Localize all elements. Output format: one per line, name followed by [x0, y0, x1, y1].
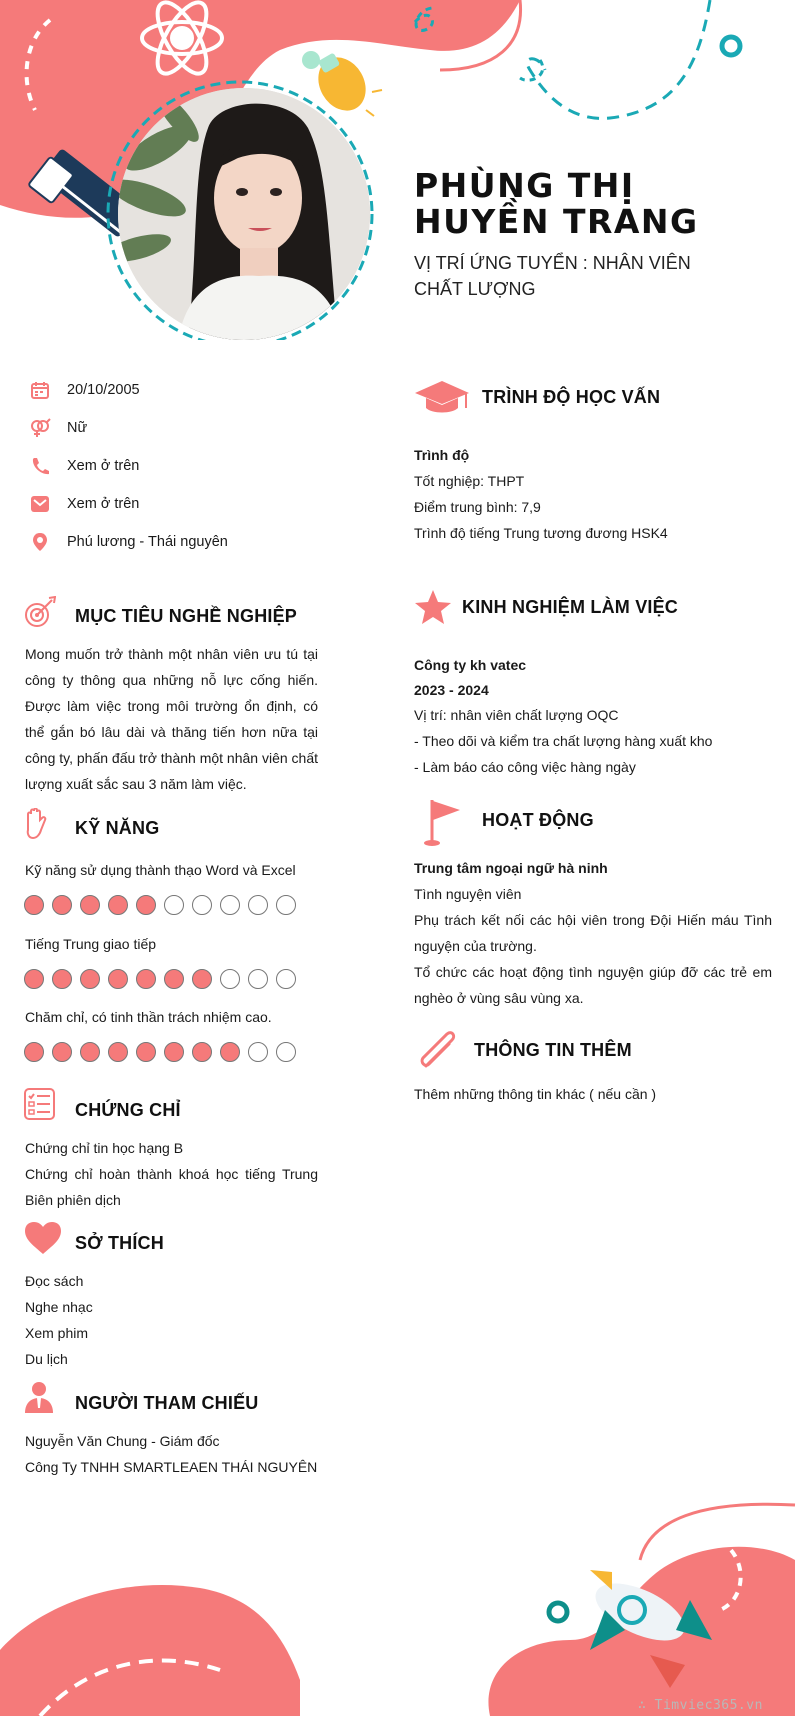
rating-dot-empty — [192, 895, 212, 915]
skill-label: Tiếng Trung giao tiếp — [25, 936, 157, 952]
gender-text: Nữ — [67, 420, 88, 436]
checklist-icon — [24, 1088, 56, 1125]
certificates-title: CHỨNG CHỈ — [75, 1100, 181, 1120]
skill-rating — [24, 895, 296, 915]
experience-title: KINH NGHIỆM LÀM VIỆC — [462, 597, 679, 617]
profile-photo — [118, 88, 370, 340]
rating-dot-empty — [248, 969, 268, 989]
contact-row-gender — [28, 416, 87, 440]
phone-icon — [28, 454, 52, 478]
contact-row-email — [28, 492, 139, 516]
candidate-name: PHÙNG THỊ HUYỀN TRANG — [414, 166, 699, 241]
rating-dot-empty — [276, 969, 296, 989]
education-line: Điểm trung bình: 7,9 — [414, 499, 541, 515]
rating-dot-empty — [164, 895, 184, 915]
company-name: Công ty kh vatec — [414, 657, 527, 673]
objective-title: MỤC TIÊU NGHỀ NGHIỆP — [75, 606, 298, 626]
rating-dot-empty — [276, 1042, 296, 1062]
contact-row-phone — [28, 454, 139, 478]
activity-description: Tổ chức các hoạt động tình nguyện giúp đỡ các trẻ em nghèo ở vùng sâu vùng xa. — [414, 964, 772, 1006]
skill-label: Chăm chỉ, có tinh thần trách nhiệm cao. — [25, 1009, 272, 1025]
target-icon — [24, 596, 56, 633]
skills-title: KỸ NĂNG — [75, 818, 160, 838]
site-watermark: ∴ Timviec365.vn — [638, 1698, 763, 1713]
rating-dot-filled — [24, 895, 44, 915]
hobby-item: Xem phim — [25, 1325, 89, 1341]
work-period: 2023 - 2024 — [414, 682, 489, 698]
rating-dot-filled — [192, 969, 212, 989]
email-text: Xem ở trên — [67, 496, 140, 512]
rating-dot-filled — [136, 969, 156, 989]
objective-text: Mong muốn trở thành một nhân viên ưu tú tại công ty thông qua những nỗ lực cống hiến. Được làm việc trong môi trường ổn định, có thể gắn bó lâu dài và thăng tiến hơn nữa tại công ty, phấn đấu trở thành một nhân viên chất lượng xuất sắc sau 3 năm làm việc. — [25, 646, 319, 792]
reference-line: Nguyễn Văn Chung - Giám đốc — [25, 1433, 220, 1449]
rating-dot-filled — [52, 895, 72, 915]
rating-dot-filled — [80, 895, 100, 915]
gender-icon — [28, 416, 52, 440]
rating-dot-filled — [80, 1042, 100, 1062]
rating-dot-empty — [276, 895, 296, 915]
activities-title: HOẠT ĐỘNG — [482, 810, 594, 830]
email-icon — [28, 492, 52, 516]
contact-row-birthdate — [28, 378, 140, 402]
experience-line: Vị trí: nhân viên chất lượng OQC — [414, 707, 619, 723]
hobbies-title: SỞ THÍCH — [75, 1233, 164, 1253]
rating-dot-empty — [220, 895, 240, 915]
hobby-item: Đọc sách — [25, 1273, 84, 1289]
education-line: Trình độ tiếng Trung tương đương HSK4 — [414, 525, 668, 541]
skill-rating — [24, 1042, 296, 1062]
paperclip-icon — [416, 1028, 460, 1077]
references-title: NGƯỜI THAM CHIẾU — [75, 1393, 259, 1413]
rating-dot-filled — [80, 969, 100, 989]
rating-dot-filled — [24, 969, 44, 989]
footer-decoration — [0, 1460, 800, 1716]
reference-line: Công Ty TNHH SMARTLEAEN THÁI NGUYÊN — [25, 1459, 318, 1475]
heart-icon — [24, 1222, 62, 1259]
certificate-item: Chứng chỉ tin học hạng B — [25, 1140, 184, 1156]
rating-dot-filled — [164, 969, 184, 989]
experience-line: - Theo dõi và kiểm tra chất lượng hàng xuất kho — [414, 733, 713, 749]
location-pin-icon — [28, 530, 52, 554]
rating-dot-empty — [248, 895, 268, 915]
skill-rating — [24, 969, 296, 989]
applied-position: VỊ TRÍ ỨNG TUYỂN : NHÂN VIÊN CHẤT LƯỢNG — [414, 253, 691, 299]
hobby-item: Du lịch — [25, 1351, 68, 1367]
rating-dot-filled — [164, 1042, 184, 1062]
rating-dot-filled — [52, 969, 72, 989]
rating-dot-filled — [136, 895, 156, 915]
experience-line: - Làm báo cáo công việc hàng ngày — [414, 759, 636, 775]
extra-info-text: Thêm những thông tin khác ( nếu cần ) — [414, 1086, 657, 1102]
certificate-item: Chứng chỉ hoàn thành khoá học tiếng Trung Biên phiên dịch — [25, 1166, 318, 1208]
person-icon — [24, 1381, 54, 1418]
hand-icon — [24, 808, 48, 845]
activity-organization: Trung tâm ngoại ngữ hà ninh — [414, 860, 608, 876]
education-title: TRÌNH ĐỘ HỌC VẤN — [482, 387, 661, 407]
rating-dot-filled — [108, 895, 128, 915]
rating-dot-empty — [220, 969, 240, 989]
address-text: Phú lương - Thái nguyên — [67, 534, 228, 550]
rating-dot-filled — [108, 969, 128, 989]
rating-dot-filled — [24, 1042, 44, 1062]
rating-dot-filled — [192, 1042, 212, 1062]
extra-info-title: THÔNG TIN THÊM — [474, 1040, 632, 1060]
rating-dot-empty — [248, 1042, 268, 1062]
rating-dot-filled — [52, 1042, 72, 1062]
hobby-item: Nghe nhạc — [25, 1299, 93, 1315]
birthdate-text: 20/10/2005 — [67, 382, 140, 398]
rating-dot-filled — [220, 1042, 240, 1062]
education-line: Tốt nghiệp: THPT — [414, 473, 525, 489]
graduation-cap-icon — [414, 380, 470, 421]
activity-role: Tình nguyện viên — [414, 886, 522, 902]
star-icon — [415, 590, 451, 629]
calendar-icon — [28, 378, 52, 402]
contact-row-address — [28, 530, 228, 554]
flag-icon — [424, 798, 464, 851]
education-heading: Trình độ — [414, 447, 470, 463]
phone-text: Xem ở trên — [67, 458, 140, 474]
rating-dot-filled — [136, 1042, 156, 1062]
rating-dot-filled — [108, 1042, 128, 1062]
activity-description: Phụ trách kết nối các hội viên trong Đội Hiến máu Tình nguyện của trường. — [414, 912, 772, 954]
skill-label: Kỹ năng sử dụng thành thạo Word và Excel — [25, 862, 296, 878]
